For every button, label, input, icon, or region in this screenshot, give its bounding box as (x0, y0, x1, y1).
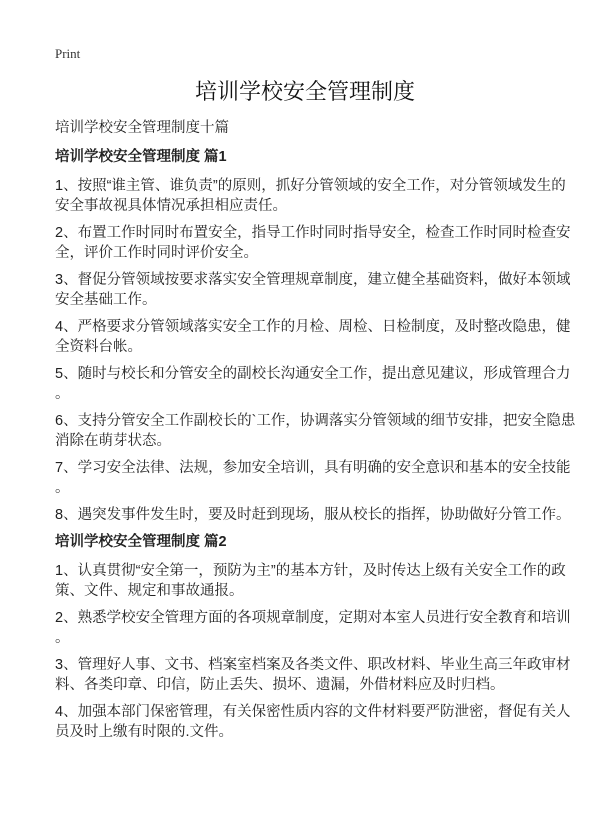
paragraph-line: 策、文件、规定和事故通报。 (55, 583, 244, 599)
section-heading: 培训学校安全管理制度 篇2 (55, 534, 227, 550)
paragraph-line: 1、认真贯彻“安全第一，预防为主”的基本方针，及时传达上级有关安全工作的政 (55, 563, 566, 579)
section-heading: 培训学校安全管理制度 篇1 (55, 149, 227, 165)
paragraph-line: 全，评价工作时同时评价安全。 (55, 245, 258, 261)
paragraph (55, 655, 571, 695)
paragraph (55, 608, 571, 648)
paragraph-line: 3、管理好人事、文书、档案室档案及各类文件、职改材料、毕业生高三年政审材 (55, 657, 571, 673)
paragraph (55, 270, 571, 310)
paragraph-line: 7、学习安全法律、法规，参加安全培训，具有明确的安全意识和基本的安全技能 (55, 460, 571, 476)
paragraph-line: 。 (55, 386, 70, 402)
paragraph (55, 505, 571, 525)
document-subtitle: 培训学校安全管理制度十篇 (55, 120, 229, 136)
paragraph (55, 364, 571, 404)
paragraph-line: 。 (55, 480, 70, 496)
paragraph-line: 6、支持分管安全工作副校长的`工作，协调落实分管领域的细节安排，把安全隐患 (55, 413, 576, 429)
sections (55, 147, 576, 742)
paragraph (55, 317, 571, 357)
paragraph (55, 176, 566, 216)
paragraph-line: 。 (55, 630, 70, 646)
document-body (55, 78, 576, 749)
paragraph-line: 安全基础工作。 (55, 292, 157, 308)
document-title: 培训学校安全管理制度 (194, 79, 415, 104)
paragraph-line: 员及时上缴有时限的.文件。 (55, 724, 234, 740)
paragraph-line: 2、布置工作时同时布置安全，指导工作时同时指导安全，检查工作时同时检查安 (55, 225, 571, 241)
paragraph-line: 消除在萌芽状态。 (55, 433, 171, 449)
paragraph-line: 全资料台帐。 (55, 339, 142, 355)
print-link[interactable]: Print (55, 46, 81, 61)
paragraph-line: 安全事故视具体情况承担相应责任。 (55, 198, 287, 214)
paragraph-line: 2、熟悉学校安全管理方面的各项规章制度，定期对本室人员进行安全教育和培训 (55, 610, 571, 626)
paragraph (55, 702, 571, 742)
paragraph-line: 1、按照“谁主管、谁负责”的原则，抓好分管领域的安全工作，对分管领域发生的 (55, 178, 566, 194)
paragraph-line: 8、遇突发事件发生时，要及时赶到现场，服从校长的指挥，协助做好分管工作。 (55, 507, 571, 523)
paragraph (55, 411, 576, 451)
paragraph-line: 5、随时与校长和分管安全的副校长沟通安全工作，提出意见建议，形成管理合力 (55, 366, 571, 382)
paragraph-line: 4、严格要求分管领域落实安全工作的月检、周检、日检制度，及时整改隐患，健 (55, 319, 571, 335)
paragraph (55, 223, 571, 263)
paragraph-line: 4、加强本部门保密管理，有关保密性质内容的文件材料要严防泄密，督促有关人 (55, 704, 571, 720)
paragraph-line: 料、各类印章、印信，防止丢失、损坏、遗漏，外借材料应及时归档。 (55, 677, 505, 693)
paragraph (55, 561, 566, 601)
paragraph-line: 3、督促分管领域按要求落实安全管理规章制度，建立健全基础资料，做好本领域 (55, 272, 571, 288)
paragraph (55, 458, 571, 498)
